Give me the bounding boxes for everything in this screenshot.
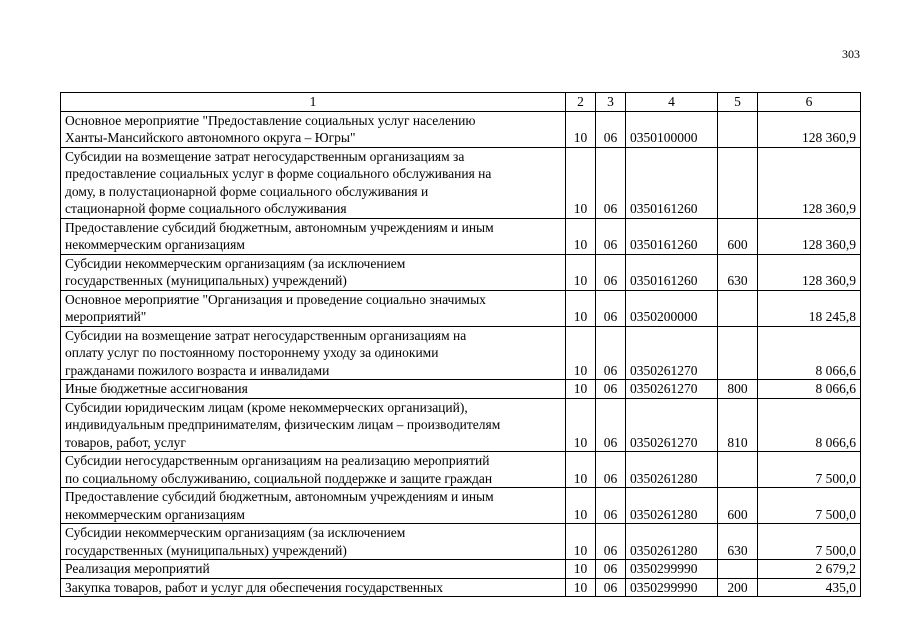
section-code: 10: [566, 560, 596, 579]
description-line: гражданами пожилого возраста и инвалидами: [65, 362, 330, 378]
table-row: [61, 254, 861, 290]
header-col-3: 3: [596, 93, 626, 112]
section-code: 10: [566, 452, 596, 488]
subsection-code: 06: [596, 578, 626, 597]
section-code: 10: [566, 524, 596, 560]
subsection-code: 06: [596, 380, 626, 399]
description-line: Субсидии юридическим лицам (кроме некоммерческих организаций),: [65, 399, 468, 415]
amount: 2 679,2: [758, 560, 861, 579]
row-description: [61, 290, 566, 326]
description-line: индивидуальным предпринимателям, физическим лицам – производителям: [65, 417, 501, 432]
header-col-5: 5: [718, 93, 758, 112]
target-article-code: 0350261280: [626, 488, 718, 524]
description-line: государственных (муниципальных) учреждений): [65, 542, 347, 558]
table-row: [61, 524, 861, 560]
expense-type-code: 600: [718, 488, 758, 524]
subsection-code: 06: [596, 290, 626, 326]
target-article-code: 0350299990: [626, 578, 718, 597]
description-line: Иные бюджетные ассигнования: [65, 381, 248, 396]
row-description: [61, 524, 566, 560]
header-col-2: 2: [566, 93, 596, 112]
table-header-row: [61, 93, 861, 112]
row-description: [61, 488, 566, 524]
table-body: [61, 111, 861, 597]
amount: 128 360,9: [758, 254, 861, 290]
expense-type-code: 200: [718, 578, 758, 597]
amount: 8 066,6: [758, 326, 861, 380]
description-line: Закупка товаров, работ и услуг для обеспечения государственных: [65, 579, 444, 595]
description-line: Основное мероприятие "Организация и проведение социально значимых: [65, 291, 486, 307]
header-col-1: 1: [61, 93, 566, 112]
expense-type-code: 800: [718, 380, 758, 399]
section-code: 10: [566, 254, 596, 290]
section-code: 10: [566, 326, 596, 380]
description-line: некоммерческим организациям: [65, 506, 245, 522]
section-code: 10: [566, 147, 596, 218]
row-description: [61, 560, 566, 579]
subsection-code: 06: [596, 111, 626, 147]
amount: 8 066,6: [758, 380, 861, 399]
description-line: Предоставление субсидий бюджетным, автономным учреждениям и иным: [65, 219, 494, 235]
amount: 128 360,9: [758, 111, 861, 147]
amount: 435,0: [758, 578, 861, 597]
row-description: [61, 380, 566, 399]
target-article-code: 0350100000: [626, 111, 718, 147]
page-number: 303: [842, 47, 860, 61]
row-description: [61, 218, 566, 254]
description-line: Предоставление субсидий бюджетным, автономным учреждениям и иным: [65, 489, 494, 504]
subsection-code: 06: [596, 218, 626, 254]
target-article-code: 0350299990: [626, 560, 718, 579]
subsection-code: 06: [596, 524, 626, 560]
amount: 7 500,0: [758, 452, 861, 488]
section-code: 10: [566, 111, 596, 147]
target-article-code: 0350161260: [626, 254, 718, 290]
target-article-code: 0350261270: [626, 380, 718, 399]
description-line: Субсидии негосударственным организациям на реализацию мероприятий: [65, 453, 490, 468]
amount: 8 066,6: [758, 398, 861, 452]
amount: 18 245,8: [758, 290, 861, 326]
expense-type-code: [718, 111, 758, 147]
expense-type-code: 630: [718, 254, 758, 290]
table-row: [61, 380, 861, 399]
description-line: оплату услуг по постоянному постороннему уходу за одинокими: [65, 345, 439, 360]
subsection-code: 06: [596, 326, 626, 380]
subsection-code: 06: [596, 147, 626, 218]
target-article-code: 0350161260: [626, 147, 718, 218]
target-article-code: 0350261280: [626, 524, 718, 560]
description-line: предоставление социальных услуг в форме социального обслуживания на: [65, 166, 492, 181]
description-line: Субсидии некоммерческим организациям (за исключением: [65, 525, 406, 540]
description-line: стационарной форме социального обслуживания: [65, 201, 347, 216]
target-article-code: 0350261270: [626, 398, 718, 452]
amount: 128 360,9: [758, 147, 861, 218]
target-article-code: 0350261270: [626, 326, 718, 380]
subsection-code: 06: [596, 398, 626, 452]
table-row: [61, 488, 861, 524]
expense-type-code: [718, 147, 758, 218]
expense-type-code: [718, 326, 758, 380]
subsection-code: 06: [596, 254, 626, 290]
target-article-code: 0350200000: [626, 290, 718, 326]
description-line: товаров, работ, услуг: [65, 434, 186, 450]
table-row: [61, 111, 861, 147]
header-col-6: 6: [758, 93, 861, 112]
row-description: [61, 111, 566, 147]
section-code: 10: [566, 380, 596, 399]
table-row: [61, 218, 861, 254]
header-col-4: 4: [626, 93, 718, 112]
expense-type-code: [718, 452, 758, 488]
table-row: [61, 398, 861, 452]
row-description: [61, 147, 566, 218]
amount: 128 360,9: [758, 218, 861, 254]
section-code: 10: [566, 218, 596, 254]
section-code: 10: [566, 290, 596, 326]
target-article-code: 0350161260: [626, 218, 718, 254]
row-description: [61, 326, 566, 380]
subsection-code: 06: [596, 560, 626, 579]
expense-type-code: [718, 290, 758, 326]
table-row: [61, 290, 861, 326]
amount: 7 500,0: [758, 488, 861, 524]
description-line: по социальному обслуживанию, социальной поддержке и защите граждан: [65, 470, 493, 486]
section-code: 10: [566, 488, 596, 524]
expense-type-code: 810: [718, 398, 758, 452]
row-description: [61, 452, 566, 488]
expense-type-code: [718, 560, 758, 579]
table-row: [61, 147, 861, 218]
table-row: [61, 452, 861, 488]
expense-type-code: 630: [718, 524, 758, 560]
row-description: [61, 254, 566, 290]
description-line: Субсидии некоммерческим организациям (за исключением: [65, 255, 406, 271]
description-line: Ханты-Мансийского автономного округа – Югры": [65, 130, 356, 145]
budget-table: [60, 92, 861, 597]
description-line: государственных (муниципальных) учреждений): [65, 273, 347, 288]
table-row: [61, 578, 861, 597]
target-article-code: 0350261280: [626, 452, 718, 488]
section-code: 10: [566, 578, 596, 597]
subsection-code: 06: [596, 488, 626, 524]
description-line: некоммерческим организациям: [65, 237, 245, 252]
description-line: мероприятий": [65, 309, 147, 324]
description-line: Реализация мероприятий: [65, 561, 210, 576]
description-line: Субсидии на возмещение затрат негосударственным организациям за: [65, 148, 465, 164]
description-line: Субсидии на возмещение затрат негосударственным организациям на: [65, 327, 467, 343]
row-description: [61, 398, 566, 452]
amount: 7 500,0: [758, 524, 861, 560]
row-description: [61, 578, 566, 597]
expense-type-code: 600: [718, 218, 758, 254]
description-line: дому, в полустационарной форме социального обслуживания и: [65, 183, 429, 199]
section-code: 10: [566, 398, 596, 452]
description-line: Основное мероприятие "Предоставление социальных услуг населению: [65, 112, 476, 128]
table-row: [61, 560, 861, 579]
subsection-code: 06: [596, 452, 626, 488]
table-row: [61, 326, 861, 380]
